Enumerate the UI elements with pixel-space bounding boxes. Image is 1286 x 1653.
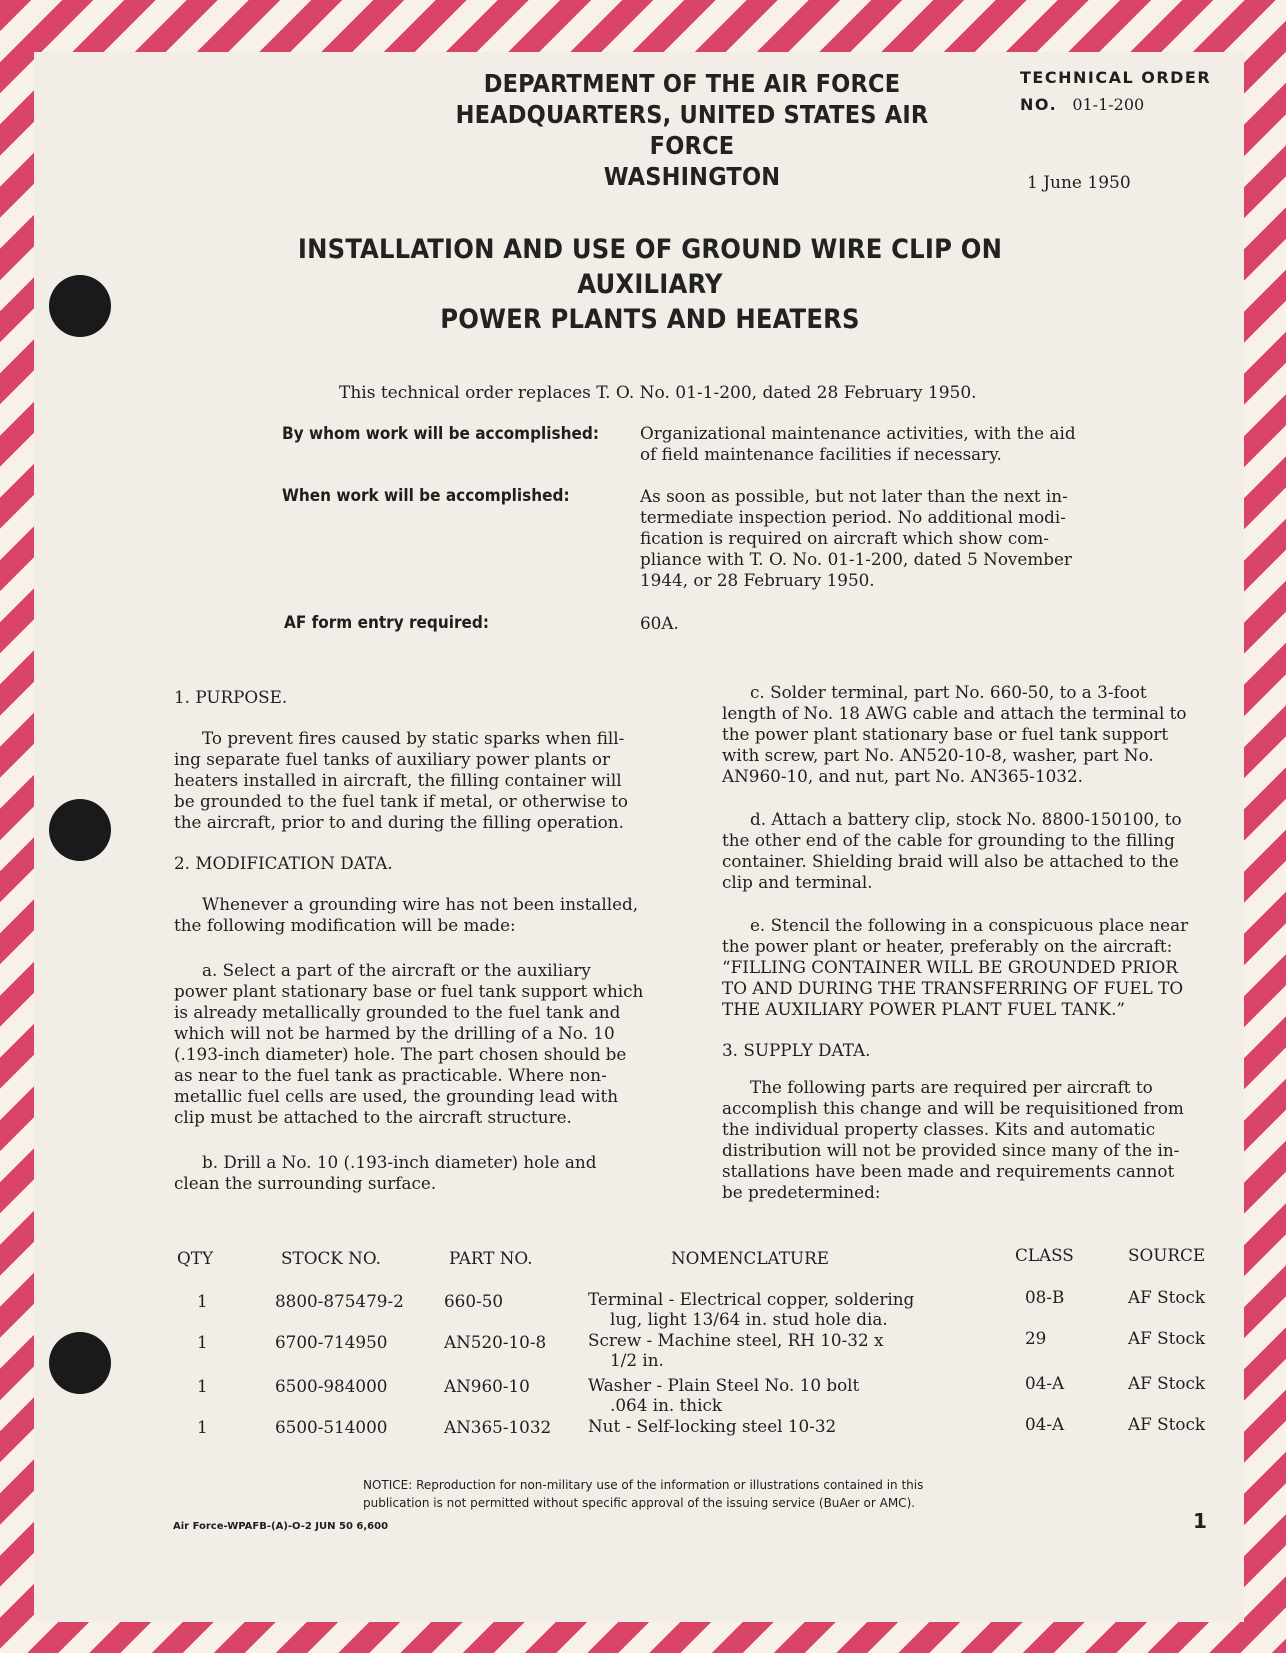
table-cell-stock: 8800-875479-2: [275, 1291, 404, 1311]
text-line: power plant stationary base or fuel tank support which: [174, 981, 644, 1001]
text-line: the aircraft, prior to and during the filling operation.: [174, 812, 624, 832]
text-line: d. Attach a battery clip, stock No. 8800-150100, to: [750, 809, 1182, 829]
nomenclature-line: lug, light 13/64 in. stud hole dia.: [610, 1309, 888, 1329]
title-line-2: POWER PLANTS AND HEATERS: [440, 304, 860, 335]
table-cell-qty: 1: [197, 1291, 208, 1311]
table-cell-class: 04-A: [1025, 1414, 1065, 1434]
section-heading-purpose: 1. PURPOSE.: [174, 687, 288, 707]
text-line: a. Select a part of the aircraft or the auxiliary: [202, 960, 591, 980]
table-cell-part: 660-50: [444, 1291, 504, 1311]
table-cell-part: AN960-10: [444, 1376, 530, 1396]
table-cell-qty: 1: [197, 1417, 208, 1437]
title-line-1: INSTALLATION AND USE OF GROUND WIRE CLIP ON AUXILIARY: [297, 234, 1003, 300]
text-line: the individual property classes. Kits and automatic: [722, 1119, 1156, 1139]
nomenclature-line: .064 in. thick: [610, 1395, 723, 1415]
when-line: termediate inspection period. No additional modi-: [640, 507, 1066, 527]
technical-order-number: [1020, 95, 1144, 114]
when-label: When work will be accomplished:: [282, 486, 570, 506]
text-line: which will not be harmed by the drilling of a No. 10: [174, 1023, 615, 1043]
reproduction-notice: [363, 1476, 983, 1512]
step-a-paragraph: [174, 960, 672, 1128]
table-cell-part: AN520-10-8: [444, 1332, 547, 1352]
col-header-source: SOURCE: [1128, 1245, 1206, 1265]
text-line: THE AUXILIARY POWER PLANT FUEL TANK.”: [722, 999, 1125, 1019]
text-line: e. Stencil the following in a conspicuous place near: [750, 915, 1189, 935]
table-cell-nomenclature: [588, 1375, 859, 1415]
technical-order-label: TECHNICAL ORDER: [1020, 68, 1212, 87]
col-header-qty: QTY: [177, 1248, 214, 1268]
when-line: pliance with T. O. No. 01-1-200, dated 5 November: [640, 549, 1072, 569]
text-line: be predetermined:: [722, 1182, 881, 1202]
text-line: clip and terminal.: [722, 872, 873, 892]
by-whom-label: By whom work will be accomplished:: [282, 424, 599, 444]
text-line: clip must be attached to the aircraft structure.: [174, 1107, 572, 1127]
text-line: b. Drill a No. 10 (.193-inch diameter) hole and: [202, 1152, 597, 1172]
by-whom-line: of field maintenance facilities if necessary.: [640, 444, 1002, 464]
text-line: TO AND DURING THE TRANSFERRING OF FUEL TO: [722, 978, 1184, 998]
table-cell-nomenclature: [588, 1416, 836, 1436]
col-header-stock: STOCK NO.: [281, 1248, 381, 1268]
notice-line: publication is not permitted without specific approval of the issuing service (BuAer or AMC).: [363, 1496, 916, 1510]
table-cell-nomenclature: [588, 1289, 914, 1329]
text-line: is already metallically grounded to the fuel tank and: [174, 1002, 621, 1022]
text-line: be grounded to the fuel tank if metal, or otherwise to: [174, 791, 629, 811]
supply-paragraph: [722, 1077, 1219, 1203]
when-line: 1944, or 28 February 1950.: [640, 570, 875, 590]
text-line: the power plant stationary base or fuel tank support: [722, 724, 1169, 744]
text-line: “FILLING CONTAINER WILL BE GROUNDED PRIOR: [722, 957, 1178, 977]
text-line: The following parts are required per aircraft to: [750, 1077, 1153, 1097]
nomenclature-line: Terminal - Electrical copper, soldering: [588, 1289, 915, 1309]
when-line: fication is required on aircraft which show com-: [640, 528, 1049, 548]
text-line: clean the surrounding surface.: [174, 1173, 437, 1193]
right-column: [722, 682, 1219, 1203]
header-line-1: DEPARTMENT OF THE AIR FORCE: [483, 69, 901, 98]
modification-paragraph: [174, 894, 672, 936]
text-line: heaters installed in aircraft, the filling container will: [174, 770, 622, 790]
issue-date: 1 June 1950: [1027, 173, 1131, 193]
left-column: [174, 687, 672, 1194]
document-title: [240, 232, 1060, 337]
when-line: As soon as possible, but not later than the next in-: [640, 486, 1068, 506]
form-entry-value: 60A.: [640, 613, 679, 633]
page-number: 1: [1193, 1509, 1207, 1533]
section-heading-modification: 2. MODIFICATION DATA.: [174, 853, 393, 873]
section-heading-supply: 3. SUPPLY DATA.: [722, 1040, 871, 1060]
text-line: with screw, part No. AN520-10-8, washer, part No.: [722, 745, 1154, 765]
binder-hole-icon: [49, 799, 111, 861]
text-line: Whenever a grounding wire has not been installed,: [202, 894, 639, 914]
nomenclature-line: Nut - Self-locking steel 10-32: [588, 1416, 837, 1436]
purpose-paragraph: [174, 728, 672, 833]
nomenclature-line: 1/2 in.: [610, 1350, 664, 1370]
text-line: length of No. 18 AWG cable and attach the terminal to: [722, 703, 1187, 723]
table-cell-class: 08-B: [1025, 1287, 1065, 1307]
table-cell-source: AF Stock: [1128, 1373, 1206, 1393]
col-header-nomenclature: NOMENCLATURE: [671, 1248, 829, 1268]
text-line: ing separate fuel tanks of auxiliary power plants or: [174, 749, 611, 769]
text-line: stallations have been made and requirements cannot: [722, 1161, 1175, 1181]
binder-hole-icon: [49, 1332, 111, 1394]
text-line: c. Solder terminal, part No. 660-50, to a 3-foot: [750, 682, 1147, 702]
binder-hole-icon: [49, 275, 111, 337]
department-header: [412, 68, 972, 192]
step-d-paragraph: [722, 809, 1219, 893]
nomenclature-line: Washer - Plain Steel No. 10 bolt: [588, 1375, 860, 1395]
step-c-paragraph: [722, 682, 1219, 787]
text-line: AN960-10, and nut, part No. AN365-1032.: [722, 766, 1083, 786]
table-cell-part: AN365-1032: [444, 1417, 552, 1437]
when-value: [640, 486, 1110, 591]
table-cell-qty: 1: [197, 1376, 208, 1396]
col-header-class: CLASS: [1015, 1245, 1074, 1265]
nomenclature-line: Screw - Machine steel, RH 10-32 x: [588, 1330, 884, 1350]
step-e-paragraph: [722, 915, 1219, 1020]
text-line: as near to the fuel tank as practicable. Where non-: [174, 1065, 607, 1085]
header-line-2: HEADQUARTERS, UNITED STATES AIR FORCE: [455, 100, 929, 160]
text-line: (.193-inch diameter) hole. The part chosen should be: [174, 1044, 627, 1064]
notice-line: NOTICE: Reproduction for non-military use of the information or illustrations contained in this: [363, 1478, 924, 1492]
table-cell-qty: 1: [197, 1332, 208, 1352]
table-cell-stock: 6700-714950: [275, 1332, 388, 1352]
to-number-value: 01-1-200: [1072, 95, 1145, 114]
text-line: metallic fuel cells are used, the grounding lead with: [174, 1086, 619, 1106]
by-whom-line: Organizational maintenance activities, with the aid: [640, 423, 1076, 443]
table-cell-nomenclature: [588, 1330, 883, 1370]
text-line: To prevent fires caused by static sparks when fill-: [202, 728, 625, 748]
col-header-part: PART NO.: [449, 1248, 533, 1268]
table-cell-stock: 6500-514000: [275, 1417, 388, 1437]
print-code: Air Force-WPAFB-(A)-O-2 JUN 50 6,600: [173, 1521, 389, 1532]
to-number-label: NO.: [1020, 95, 1058, 114]
table-cell-class: 29: [1025, 1328, 1047, 1348]
text-line: the power plant or heater, preferably on the aircraft:: [722, 936, 1173, 956]
by-whom-value: [640, 423, 1110, 465]
text-line: distribution will not be provided since many of the in-: [722, 1140, 1180, 1160]
text-line: accomplish this change and will be requisitioned from: [722, 1098, 1184, 1118]
header-line-3: WASHINGTON: [603, 162, 781, 191]
replaces-note: This technical order replaces T. O. No. 01-1-200, dated 28 February 1950.: [339, 383, 977, 403]
table-cell-source: AF Stock: [1128, 1328, 1206, 1348]
form-entry-label: AF form entry required:: [284, 613, 489, 633]
table-cell-source: AF Stock: [1128, 1414, 1206, 1434]
text-line: the other end of the cable for grounding to the filling: [722, 830, 1175, 850]
table-cell-source: AF Stock: [1128, 1287, 1206, 1307]
text-line: container. Shielding braid will also be attached to the: [722, 851, 1179, 871]
text-line: the following modification will be made:: [174, 915, 516, 935]
table-cell-class: 04-A: [1025, 1373, 1065, 1393]
table-cell-stock: 6500-984000: [275, 1376, 388, 1396]
step-b-paragraph: [174, 1152, 672, 1194]
